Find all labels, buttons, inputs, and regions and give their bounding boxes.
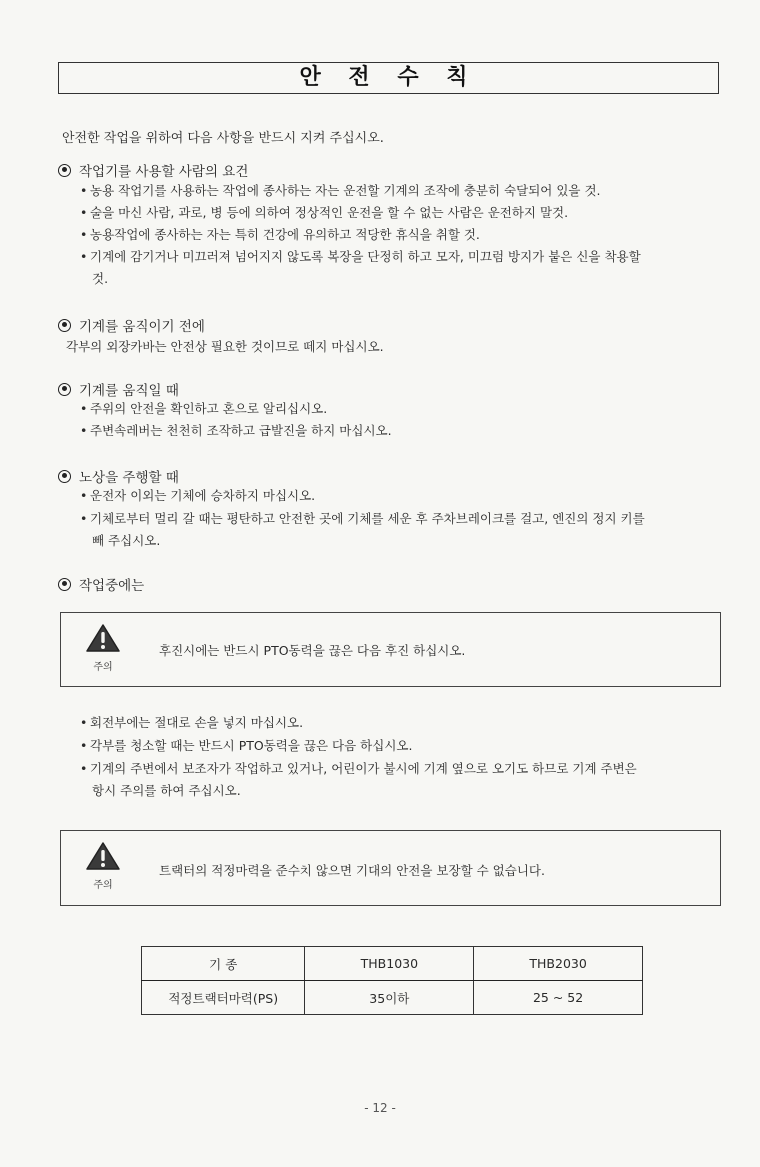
section-title (58, 466, 179, 486)
table-header-row (142, 947, 643, 981)
table-cell: 적정트랙터마력(PS) (142, 981, 305, 1015)
circle-bullet-icon (58, 164, 71, 177)
warning-triangle-icon (85, 623, 121, 653)
list-item-text: 빼 주십시오. (92, 533, 161, 548)
warning-icon-group (83, 623, 123, 673)
section-title-text: 작업기를 사용할 사람의 요건 (79, 164, 249, 180)
list-item: • 각부를 청소할 때는 반드시 PTO동력을 끊은 다음 하십시오. (80, 738, 413, 753)
list-item-text: 회전부에는 절대로 손을 넣지 마십시오. (90, 715, 304, 730)
section-text: 각부의 외장카바는 안전상 필요한 것이므로 떼지 마십시오. (66, 339, 384, 354)
list-item: • 기계의 주변에서 보조자가 작업하고 있거나, 어린이가 불시에 기계 옆으로 오기도 하므로 기계 주변은 (80, 761, 637, 776)
list-item-text: 주위의 안전을 확인하고 혼으로 알리십시오. (90, 401, 328, 416)
warning-text: 후진시에는 반드시 PTO동력을 끊은 다음 후진 하십시오. (159, 643, 466, 658)
table-row (142, 981, 643, 1015)
list-item-text: 것. (92, 271, 109, 286)
circle-bullet-icon (58, 319, 71, 332)
table-header-cell: 기 종 (142, 947, 305, 981)
list-item-text: 주변속레버는 천천히 조작하고 급발진을 하지 마십시오. (90, 423, 392, 438)
list-item: • 기계에 감기거나 미끄러져 넘어지지 않도록 복장을 단정히 하고 모자, 미끄럼 방지가 붙은 신을 착용할 (80, 249, 641, 264)
section-title (58, 574, 144, 594)
spec-table (141, 946, 643, 1015)
warning-triangle-icon (85, 841, 121, 871)
circle-bullet-icon (58, 383, 71, 396)
list-item-continuation (80, 530, 720, 551)
list-item-text: 기계의 주변에서 보조자가 작업하고 있거나, 어린이가 불시에 기계 옆으로 오기도 하므로 기계 주변은 (90, 761, 637, 776)
warning-box (60, 830, 721, 906)
section-title-text: 기계를 움직일 때 (79, 383, 179, 399)
table-cell: 25 ~ 52 (474, 981, 643, 1015)
section-title-text: 기계를 움직이기 전에 (79, 319, 205, 335)
list-item-continuation (80, 268, 720, 289)
warning-label: 주의 (93, 880, 113, 891)
section-title (58, 315, 205, 335)
list-item-text: 항시 주의를 하여 주십시오. (92, 783, 241, 798)
list-item: • 농용 작업기를 사용하는 작업에 종사하는 자는 운전할 기계의 조작에 충분히 숙달되어 있을 것. (80, 183, 601, 198)
circle-bullet-icon (58, 470, 71, 483)
intro-text: 안전한 작업을 위하여 다음 사항을 반드시 지켜 주십시오. (62, 131, 384, 146)
warning-label: 주의 (93, 662, 113, 673)
table-cell: 35이하 (305, 981, 474, 1015)
list-item: • 기체로부터 멀리 갈 때는 평탄하고 안전한 곳에 기체를 세운 후 주차브레이크를 걸고, 엔진의 정지 키를 (80, 511, 645, 526)
list-item-text: 술을 마신 사람, 과로, 병 등에 의하여 정상적인 운전을 할 수 없는 사람은 운전하지 말것. (90, 205, 569, 220)
list-item-continuation (80, 780, 720, 801)
list-item-text: 기계에 감기거나 미끄러져 넘어지지 않도록 복장을 단정히 하고 모자, 미끄럼 방지가 붙은 신을 착용할 (90, 249, 641, 264)
list-item: • 회전부에는 절대로 손을 넣지 마십시오. (80, 715, 304, 730)
warning-icon-group (83, 841, 123, 891)
list-item: • 주변속레버는 천천히 조작하고 급발진을 하지 마십시오. (80, 423, 392, 438)
warning-box (60, 612, 721, 687)
circle-bullet-icon (58, 578, 71, 591)
section-title-text: 작업중에는 (79, 578, 145, 594)
list-item: • 주위의 안전을 확인하고 혼으로 알리십시오. (80, 401, 328, 416)
list-item: • 농용작업에 종사하는 자는 특히 건강에 유의하고 적당한 휴식을 취할 것. (80, 227, 480, 242)
list-item-text: 농용작업에 종사하는 자는 특히 건강에 유의하고 적당한 휴식을 취할 것. (90, 227, 480, 242)
section-title (58, 160, 248, 180)
list-item: • 운전자 이외는 기체에 승차하지 마십시오. (80, 488, 316, 503)
list-item-text: 기체로부터 멀리 갈 때는 평탄하고 안전한 곳에 기체를 세운 후 주차브레이크를 걸고, 엔진의 정지 키를 (90, 511, 645, 526)
list-item-text: 농용 작업기를 사용하는 작업에 종사하는 자는 운전할 기계의 조작에 충분히 숙달되어 있을 것. (90, 183, 601, 198)
warning-text: 트랙터의 적정마력을 준수치 않으면 기대의 안전을 보장할 수 없습니다. (159, 863, 545, 878)
section-title (58, 379, 179, 399)
page-title: 안 전 수 칙 (58, 62, 719, 94)
table-header-cell: THB1030 (305, 947, 474, 981)
list-item: • 술을 마신 사람, 과로, 병 등에 의하여 정상적인 운전을 할 수 없는 사람은 운전하지 말것. (80, 205, 569, 220)
section-title-text: 노상을 주행할 때 (79, 470, 179, 486)
table-header-cell: THB2030 (474, 947, 643, 981)
list-item-text: 운전자 이외는 기체에 승차하지 마십시오. (90, 488, 316, 503)
page-number: - 12 - (364, 1101, 396, 1115)
list-item-text: 각부를 청소할 때는 반드시 PTO동력을 끊은 다음 하십시오. (90, 738, 413, 753)
